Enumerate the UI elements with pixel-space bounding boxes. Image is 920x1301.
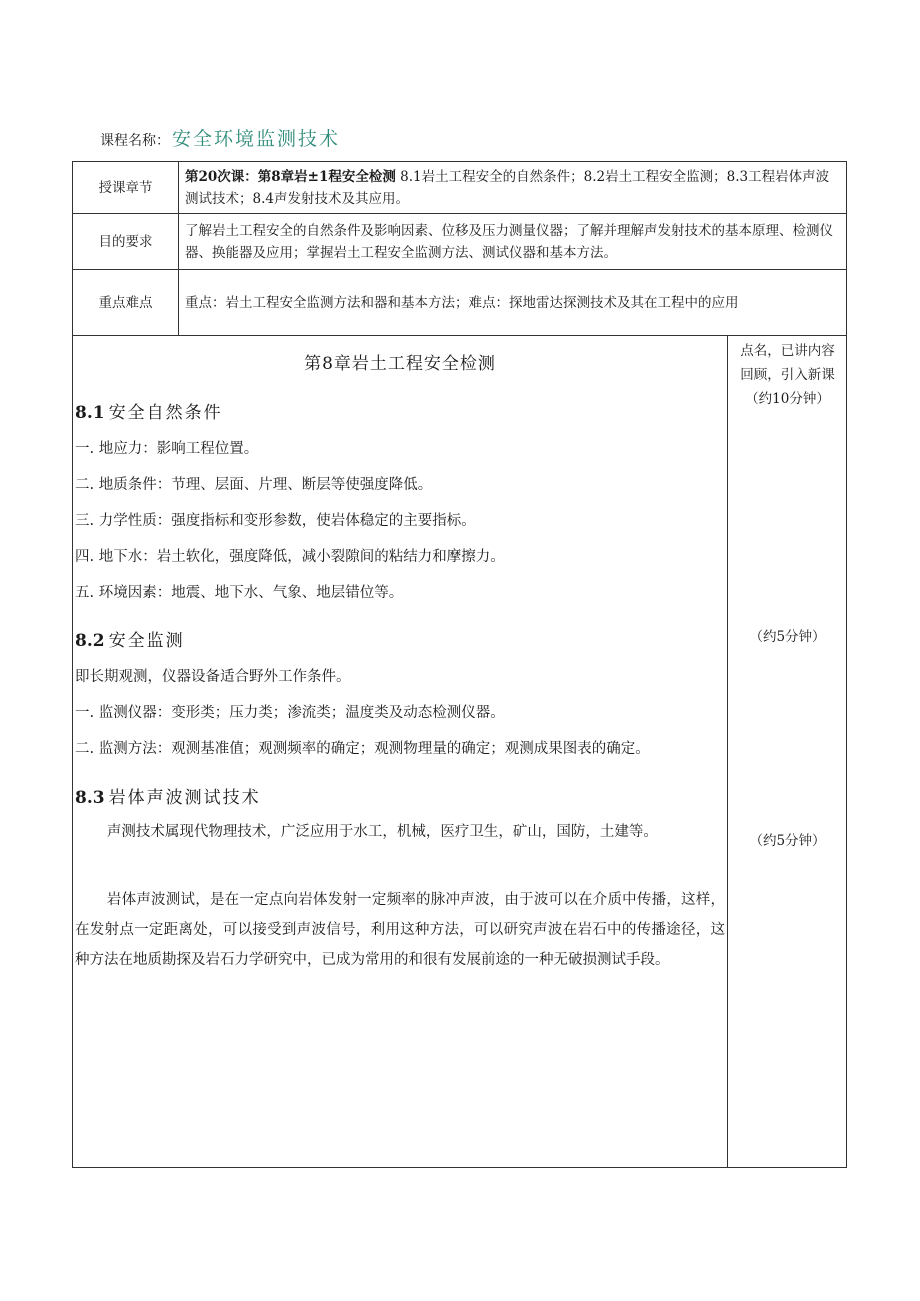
section-heading-8-3 [75, 783, 261, 808]
list-item: 五. 环境因素：地震、地下水、气象、地层错位等。 [75, 585, 404, 601]
table-row [73, 270, 847, 336]
course-name-value: 安全环境监测技术 [172, 128, 341, 150]
list-item: 二. 地质条件：节理、层面、片理、断层等使强度降低。 [75, 477, 433, 493]
list-item: 一. 监测仪器：变形类；压力类；渗流类；温度类及动态检测仪器。 [75, 705, 505, 721]
side-note-intro [729, 339, 846, 411]
list-item: 一. 地应力：影响工程位置。 [75, 441, 259, 457]
lesson-title: 第20次课：第8章岩±1程安全检测 [185, 168, 396, 185]
list-item: 三. 力学性质：强度指标和变形参数，使岩体稳定的主要指标。 [75, 513, 476, 529]
lesson-content-table [72, 335, 847, 1168]
course-name-label: 课程名称： [100, 133, 170, 149]
course-info-table [72, 161, 847, 336]
side-note-line: 回顾，引入新课 [740, 367, 835, 383]
side-note-line: 点名，已讲内容 [740, 343, 835, 359]
section-title: 安全监测 [108, 631, 185, 651]
section-title: 岩体声波测试技术 [108, 788, 261, 808]
paragraph: 岩体声波测试，是在一定点向岩体发射一定频率的脉冲声波，由于波可以在介质中传播，这样，在发射点一定距离处，可以接受到声波信号，利用这种方法，可以研究声波在岩石中的传播途径，这种方法在地质勘探及岩石力学研究中，已成为常用的和很有发展前途的一种无破损测试手段。 [75, 892, 725, 968]
row-label-chapter: 授课章节 [73, 162, 179, 214]
table-row [73, 162, 847, 214]
section-intro: 即长期观测，仪器设备适合野外工作条件。 [75, 669, 351, 685]
table-row [73, 214, 847, 270]
row-value-key-points: 重点：岩土工程安全监测方法和器和基本方法；难点：探地雷达探测技术及其在工程中的应用 [179, 270, 847, 336]
column-divider [727, 335, 728, 1167]
section-heading-8-1 [75, 398, 223, 423]
chapter-title: 第8章岩土工程安全检测 [304, 354, 496, 374]
list-item: 二. 监测方法：观测基准值；观测频率的确定；观测物理量的确定；观测成果图表的确定。 [75, 741, 650, 757]
list-item: 四. 地下水：岩土软化，强度降低，减小裂隙间的粘结力和摩擦力。 [75, 549, 505, 565]
lesson-sections: 8.1岩土工程安全的自然条件；8.2岩土工程安全监测；8.3工程岩体声波测试技术；8.4声发射技术及其应用。 [185, 168, 830, 207]
side-note-line: （约10分钟） [745, 391, 830, 407]
section-number: 8.1 [75, 403, 105, 423]
row-value-chapter [179, 162, 847, 214]
section-number: 8.3 [75, 788, 105, 808]
row-label-objectives: 目的要求 [73, 214, 179, 270]
section-number: 8.2 [75, 631, 105, 651]
row-label-key-points: 重点难点 [73, 270, 179, 336]
paragraph: 声测技术属现代物理技术，广泛应用于水工，机械，医疗卫生，矿山，国防，土建等。 [106, 824, 658, 840]
side-note-time: （约5分钟） [749, 833, 826, 849]
course-name-line [100, 124, 340, 151]
row-value-objectives: 了解岩土工程安全的自然条件及影响因素、位移及压力测量仪器；了解并理解声发射技术的基本原理、检测仪器、换能器及应用；掌握岩土工程安全监测方法、测试仪器和基本方法。 [179, 214, 847, 270]
section-heading-8-2 [75, 626, 185, 651]
side-note-time: （约5分钟） [749, 629, 826, 645]
section-title: 安全自然条件 [108, 403, 223, 423]
